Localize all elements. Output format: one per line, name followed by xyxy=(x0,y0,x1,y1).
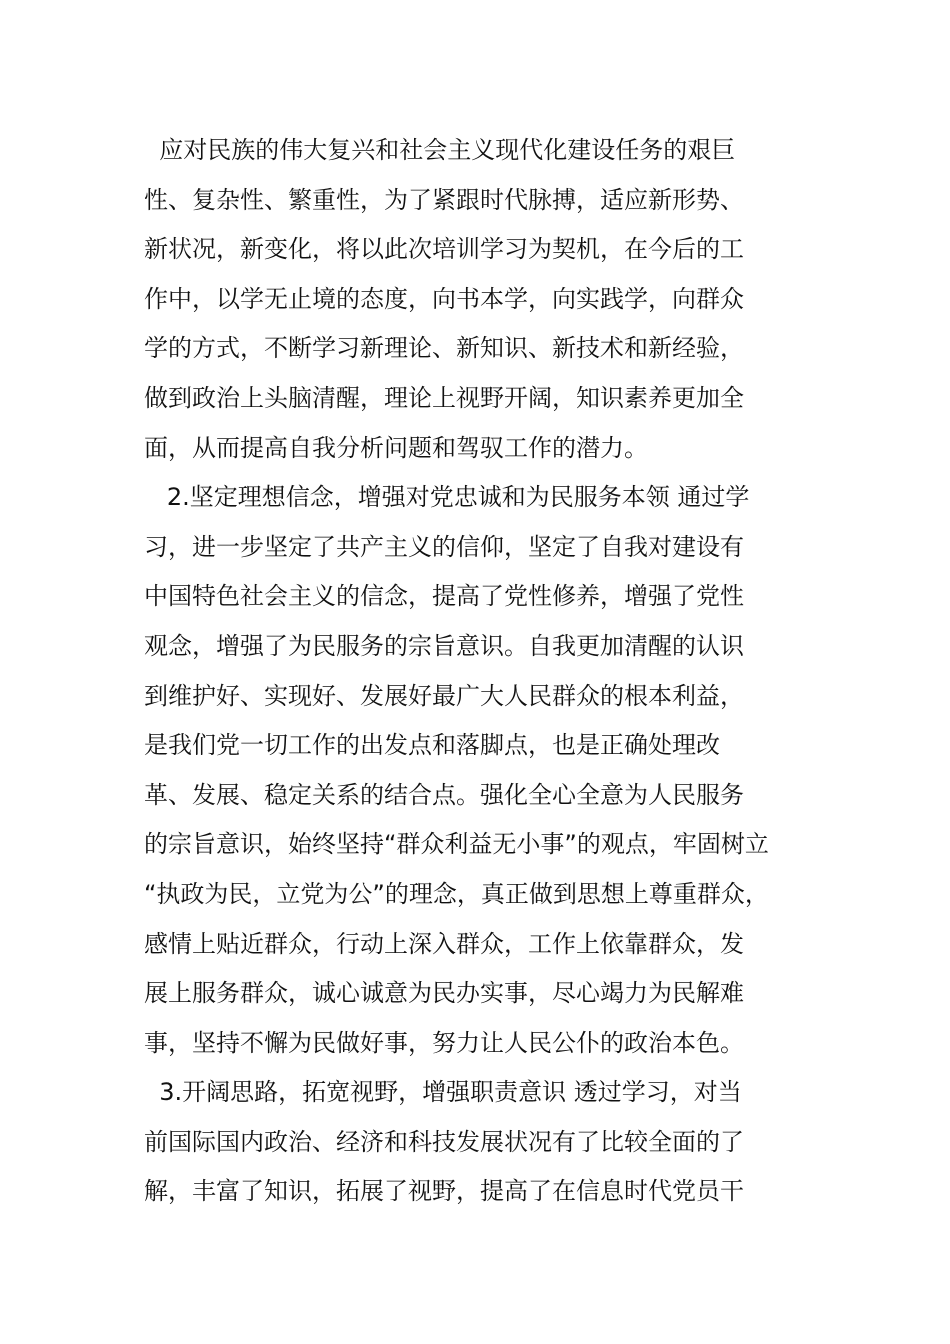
text-line: 观念，增强了为民服务的宗旨意识。自我更加清醒的认识 xyxy=(144,631,744,660)
document-body xyxy=(144,126,824,1217)
text-line: 学的方式，不断学习新理论、新知识、新技术和新经验， xyxy=(144,334,744,363)
text-line: 展上服务群众，诚心诚意为民办实事，尽心竭力为民解难 xyxy=(144,979,744,1008)
text-line: 做到政治上头脑清醒，理论上视野开阔，知识素养更加全 xyxy=(144,383,744,412)
text-line: 应对民族的伟大复兴和社会主义现代化建设任务的艰巨 xyxy=(144,136,736,164)
text-line: 面，从而提高自我分析问题和驾驭工作的潜力。 xyxy=(144,433,648,462)
text-line: 前国际国内政治、经济和科技发展状况有了比较全面的了 xyxy=(144,1127,744,1156)
text-line: 解，丰富了知识，拓展了视野，提高了在信息时代党员干 xyxy=(144,1177,744,1206)
text-line: 习，进一步坚定了共产主义的信仰，坚定了自我对建设有 xyxy=(144,532,744,561)
text-line: 3.开阔思路，拓宽视野，增强职责意识 透过学习，对当 xyxy=(144,1078,742,1107)
text-line: “执政为民，立党为公”的理念，真正做到思想上尊重群众， xyxy=(144,879,769,908)
text-line: 事，坚持不懈为民做好事，努力让人民公仆的政治本色。 xyxy=(144,1028,744,1057)
text-line: 作中，以学无止境的态度，向书本学，向实践学，向群众 xyxy=(144,284,744,313)
text-line: 革、发展、稳定关系的结合点。强化全心全意为人民服务 xyxy=(144,780,744,809)
text-line: 2.坚定理想信念，增强对党忠诚和为民服务本领 通过学 xyxy=(144,483,750,512)
text-line: 的宗旨意识，始终坚持“群众利益无小事”的观点，牢固树立 xyxy=(144,830,769,859)
text-line: 是我们党一切工作的出发点和落脚点，也是正确处理改 xyxy=(144,731,720,760)
text-line: 中国特色社会主义的信念，提高了党性修养，增强了党性 xyxy=(144,582,744,611)
text-line: 新状况，新变化，将以此次培训学习为契机，在今后的工 xyxy=(144,235,744,264)
text-line: 性、复杂性、繁重性，为了紧跟时代脉搏，适应新形势、 xyxy=(144,185,744,214)
text-line: 感情上贴近群众，行动上深入群众，工作上依靠群众，发 xyxy=(144,929,744,958)
text-line: 到维护好、实现好、发展好最广大人民群众的根本利益， xyxy=(144,681,744,710)
